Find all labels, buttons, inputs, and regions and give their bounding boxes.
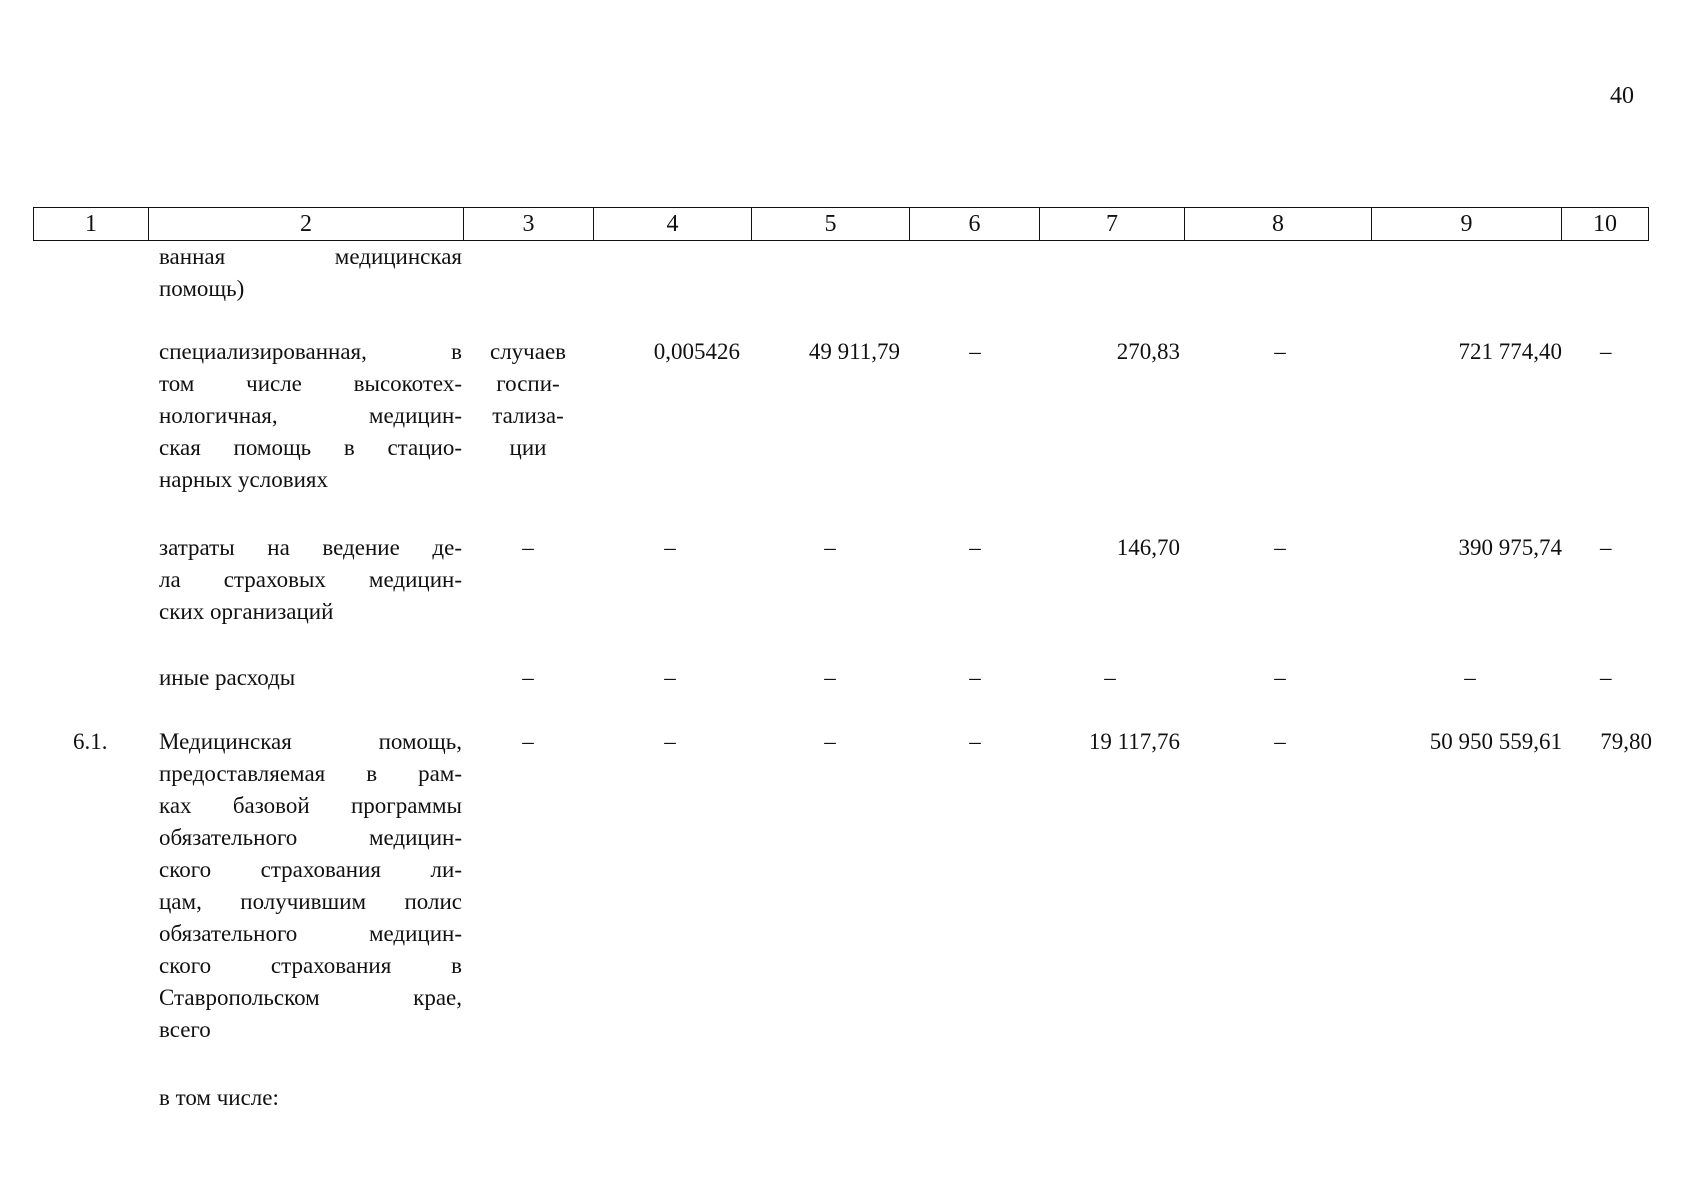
name-line: том числе высокотех- xyxy=(159,371,462,396)
cell-col-9: – xyxy=(1464,665,1476,690)
cell-col-8: – xyxy=(1274,535,1286,560)
name-line: нологичная, медицин- xyxy=(159,403,462,428)
unit-line: – xyxy=(522,729,534,754)
name-line: предоставляемая в рам- xyxy=(159,761,462,786)
row-name xyxy=(159,336,462,496)
cell-col-4: – xyxy=(664,729,676,754)
table-row xyxy=(0,336,1686,532)
cell-col-10: – xyxy=(1600,665,1612,690)
table-row xyxy=(0,662,1686,726)
cell-col-6: – xyxy=(969,535,981,560)
unit-line: случаев xyxy=(489,339,567,364)
row-name xyxy=(159,726,462,1046)
cell-col-10: 79,80 xyxy=(1600,729,1652,754)
cell-col-7: 19 117,76 xyxy=(1088,729,1180,754)
name-line: ского страхования ли- xyxy=(159,857,462,882)
cell-col-5: 49 911,79 xyxy=(808,339,900,364)
name-line: нарных условиях xyxy=(159,467,328,492)
name-line: ла страховых медицин- xyxy=(159,567,462,592)
name-line: ках базовой программы xyxy=(159,793,462,818)
header-col-6: 6 xyxy=(910,208,1040,241)
cell-col-5: – xyxy=(824,729,836,754)
row-unit xyxy=(478,662,578,694)
name-line: цам, получившим полис xyxy=(159,889,462,914)
header-col-9: 9 xyxy=(1372,208,1562,241)
unit-line: тализа- xyxy=(492,403,564,428)
row-name xyxy=(159,1082,462,1114)
cell-col-9: 50 950 559,61 xyxy=(1429,729,1562,754)
name-line: обязательного медицин- xyxy=(159,825,462,850)
cell-col-8: – xyxy=(1274,665,1286,690)
header-col-1: 1 xyxy=(34,208,149,241)
header-col-7: 7 xyxy=(1040,208,1185,241)
unit-line: – xyxy=(522,535,534,560)
header-col-8: 8 xyxy=(1185,208,1372,241)
name-line: ванная медицинская xyxy=(159,244,462,269)
unit-line: ции xyxy=(509,435,547,460)
name-line: ская помощь в стацио- xyxy=(159,435,462,460)
cell-col-10: – xyxy=(1600,535,1612,560)
unit-line: – xyxy=(522,665,534,690)
cell-col-6: – xyxy=(969,729,981,754)
name-line: в том числе: xyxy=(159,1085,279,1110)
name-line: ского страхования в xyxy=(159,953,462,978)
cell-col-8: – xyxy=(1274,729,1286,754)
page-number: 40 xyxy=(1610,83,1634,109)
cell-col-6: – xyxy=(969,339,981,364)
table-row xyxy=(0,241,1686,336)
cell-col-8: – xyxy=(1274,339,1286,364)
header-col-4: 4 xyxy=(594,208,752,241)
row-unit xyxy=(478,336,578,464)
cell-col-6: – xyxy=(969,665,981,690)
name-line: специализированная, в xyxy=(159,339,462,364)
cell-col-10: – xyxy=(1600,339,1612,364)
row-unit xyxy=(478,726,578,758)
name-line: иные расходы xyxy=(159,665,296,690)
name-line: помощь) xyxy=(159,276,245,301)
row-number: 6.1. xyxy=(73,729,108,754)
cell-col-5: – xyxy=(824,665,836,690)
cell-col-7: – xyxy=(1104,665,1116,690)
table-body xyxy=(0,241,1686,1122)
cell-col-5: – xyxy=(824,535,836,560)
row-name xyxy=(159,532,462,628)
table-row xyxy=(0,726,1686,1082)
cell-col-4: – xyxy=(664,535,676,560)
name-line: затраты на ведение де- xyxy=(159,535,462,560)
header-col-2: 2 xyxy=(149,208,464,241)
header-col-3: 3 xyxy=(464,208,594,241)
cell-col-4: – xyxy=(664,665,676,690)
cell-col-7: 146,70 xyxy=(1116,535,1180,560)
name-line: ских организаций xyxy=(159,599,334,624)
name-line: Медицинская помощь, xyxy=(159,729,462,754)
header-col-10: 10 xyxy=(1562,208,1649,241)
cell-col-9: 721 774,40 xyxy=(1458,339,1562,364)
row-name xyxy=(159,241,462,305)
row-name xyxy=(159,662,462,694)
row-unit xyxy=(478,532,578,564)
table-row xyxy=(0,532,1686,662)
name-line: обязательного медицин- xyxy=(159,921,462,946)
name-line: всего xyxy=(159,1017,211,1042)
table-row xyxy=(0,1082,1686,1122)
cell-col-7: 270,83 xyxy=(1116,339,1180,364)
name-line: Ставропольском крае, xyxy=(159,985,462,1010)
cell-col-4: 0,005426 xyxy=(653,339,740,364)
cell-col-9: 390 975,74 xyxy=(1458,535,1562,560)
header-col-5: 5 xyxy=(752,208,910,241)
unit-line: госпи- xyxy=(496,371,560,396)
column-number-header xyxy=(33,207,1649,241)
